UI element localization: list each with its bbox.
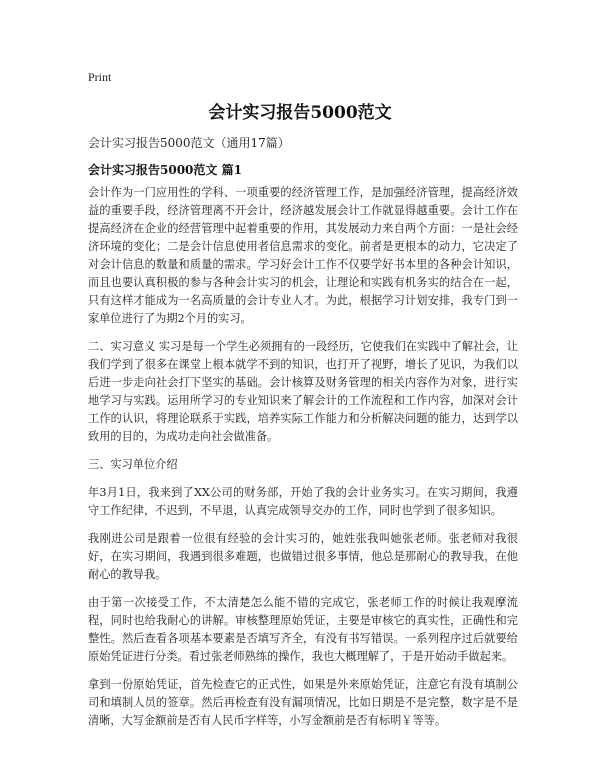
paragraph-first-task: 由于第一次接受工作，不太清楚怎么能不错的完成它，张老师工作的时候让我观摩流程，同时也给我耐心的讲解。审核整理原始凭证，主要是审核它的真实性，正确性和完整性。然后查看各项基本要素是否填写齐全，有没有书写错误。一系列程序过后就要给原始凭证进行分类。看过张老师熟练的操作，我也大概理解了，于是开始动手做起来。 [88, 596, 518, 663]
paragraph-start: 年3月1日，我来到了XX公司的财务部，开始了我的会计业务实习。在实习期间，我遵守工作纪律，不迟到，不早退，认真完成领导交办的工作，同时也学到了很多知识。 [88, 486, 518, 517]
paragraph-mentor: 我刚进公司是跟着一位很有经验的会计实习的，她姓张我叫她张老师。张老师对我很好，在实习期间，我遇到很多难题，也做错过很多事情，他总是那耐心的教导我，在他耐心的教导我。 [88, 532, 518, 581]
paragraph-unit-heading: 三、实习单位介绍 [88, 458, 178, 471]
paragraph-significance: 二、实习意义 实习是每一个学生必须拥有的一段经历，它使我们在实践中了解社会，让我们学到了很多在课堂上根本就学不到的知识，也打开了视野，增长了见识，为我们以后进一步走向社会打下坚实的基础。会计核算及财务管理的相关内容作为对象，进行实地学习与实践。运用所学习的专业知识来了解会计的工作流程和工作内容，加深对会计工作的认识，将理论联系于实践，培养实际工作能力和分析解决问题的能力，达到学以致用的目的，为成功走向社会做准备。 [88, 340, 518, 443]
section-heading: 会计实习报告5000范文 篇1 [88, 163, 242, 177]
paragraph-voucher-check: 拿到一份原始凭证，首先检查它的正式性，如果是外来原始凭证，注意它有没有填制公司和填制人员的签章。然后再检查有没有漏项情况，比如日期是不是完整，数字是不是清晰，大写金额前是否有人民币字样等，小写金额前是否有标明￥等等。 [88, 678, 518, 727]
document-subtitle: 会计实习报告5000范文（通用17篇） [88, 136, 290, 150]
print-link[interactable]: Print [88, 70, 112, 84]
paragraph-intro: 会计作为一门应用性的学科、一项重要的经济管理工作，是加强经济管理，提高经济效益的重要手段，经济管理离不开会计，经济越发展会计工作就显得越重要。会计工作在提高经济在企业的经营管理中起着重要的作用，其发展动力来自两个方面：一是社会经济环境的变化；二是会计信息使用者信息需求的变化。前者是更根本的动力，它决定了对会计信息的数量和质量的需求。学习好会计工作不仅要学好书本里的各种会计知识，而且也要认真积极的参与各种会计实习的机会，让理论和实践有机务实的结合在一起，只有这样才能成为一名高质量的会计专业人才。为此，根据学习计划安排，我专门到一家单位进行了为期2个月的实习。 [88, 186, 518, 325]
document-body [88, 184, 518, 740]
document-title: 会计实习报告5000范文 [208, 103, 392, 123]
